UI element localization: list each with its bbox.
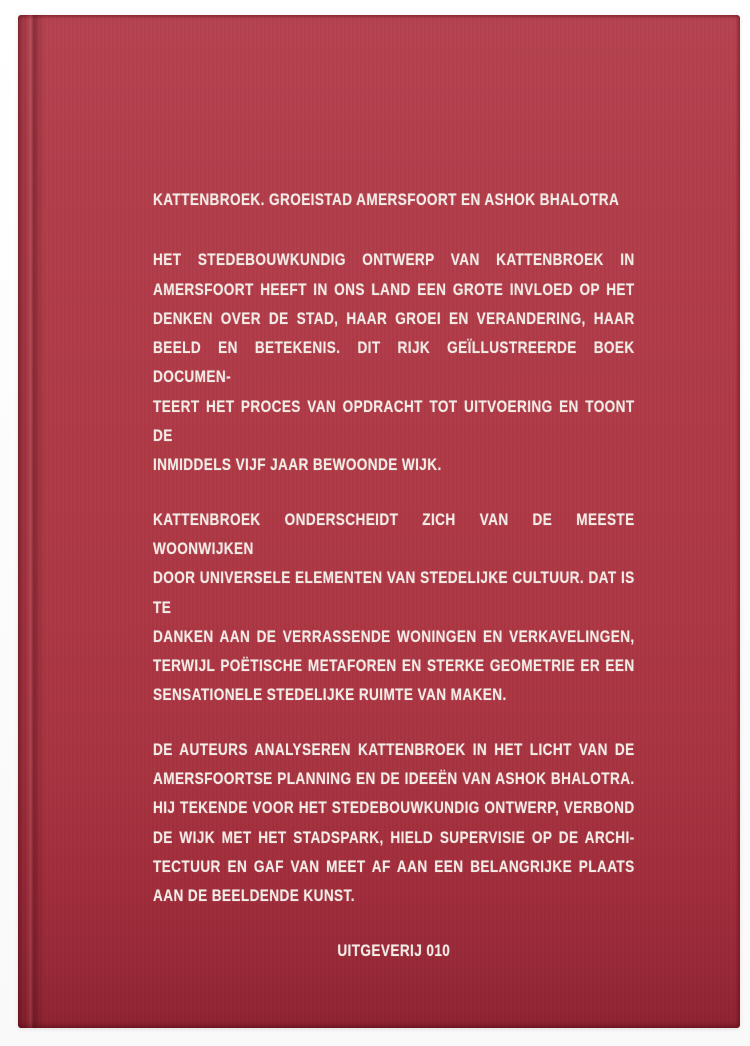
paragraph-2 [153,505,635,710]
cover-title: KATTENBROEK. GROEISTAD AMERSFOORT EN ASHOK BHALOTRA [153,190,620,209]
paragraph-line: TECTUUR EN GAF VAN MEET AF AAN EEN BELANGRIJKE PLAATS [153,856,635,876]
paragraph-line: DENKEN OVER DE STAD, HAAR GROEI EN VERANDERING, HAAR [153,308,635,328]
publisher-name: UITGEVERIJ 010 [337,940,451,960]
paragraph-line: KATTENBROEK ONDERSCHEIDT ZICH VAN DE MEESTE WOONWIJKEN [153,509,635,558]
paragraph-line: DANKEN AAN DE VERRASSENDE WONINGEN EN VERKAVELINGEN, [153,626,635,646]
cover-text-block [153,185,635,965]
paragraph-line: DE WIJK MET HET STADSPARK, HIELD SUPERVISIE OP DE ARCHI- [153,827,635,847]
paragraph-line: DE AUTEURS ANALYSEREN KATTENBROEK IN HET LICHT VAN DE [153,739,635,759]
paragraph-line: HET STEDEBOUWKUNDIG ONTWERP VAN KATTENBROEK IN [153,250,635,270]
paragraph-line: BEELD EN BETEKENIS. DIT RIJK GEÏLLUSTREERDE BOEK DOCUMEN- [153,338,635,387]
book-spine-hinge [18,15,45,1028]
paragraph-line: INMIDDELS VIJF JAAR BEWOONDE WIJK. [153,455,442,475]
paragraph-line: DOOR UNIVERSELE ELEMENTEN VAN STEDELIJKE CULTUUR. DAT IS TE [153,568,635,617]
paragraph-line: AMERSFOORT HEEFT IN ONS LAND EEN GROTE INVLOED OP HET [153,279,635,299]
paragraph-line: AMERSFOORTSE PLANNING EN DE IDEEËN VAN ASHOK BHALOTRA. [153,769,635,789]
paragraph-line: TERWIJL POËTISCHE METAFOREN EN STERKE GEOMETRIE ER EEN [153,656,635,676]
paragraph-line: TEERT HET PROCES VAN OPDRACHT TOT UITVOERING EN TOONT DE [153,396,635,446]
paragraph-line: HIJ TEKENDE VOOR HET STEDEBOUWKUNDIG ONTWERP, VERBOND [153,798,635,818]
paragraph-line: SENSATIONELE STEDELIJKE RUIMTE VAN MAKEN. [153,685,507,705]
paragraph-1 [153,245,635,479]
paragraph-line: AAN DE BEELDENDE KUNST. [153,886,355,906]
paragraph-3 [153,735,635,911]
book-cover [18,15,740,1028]
